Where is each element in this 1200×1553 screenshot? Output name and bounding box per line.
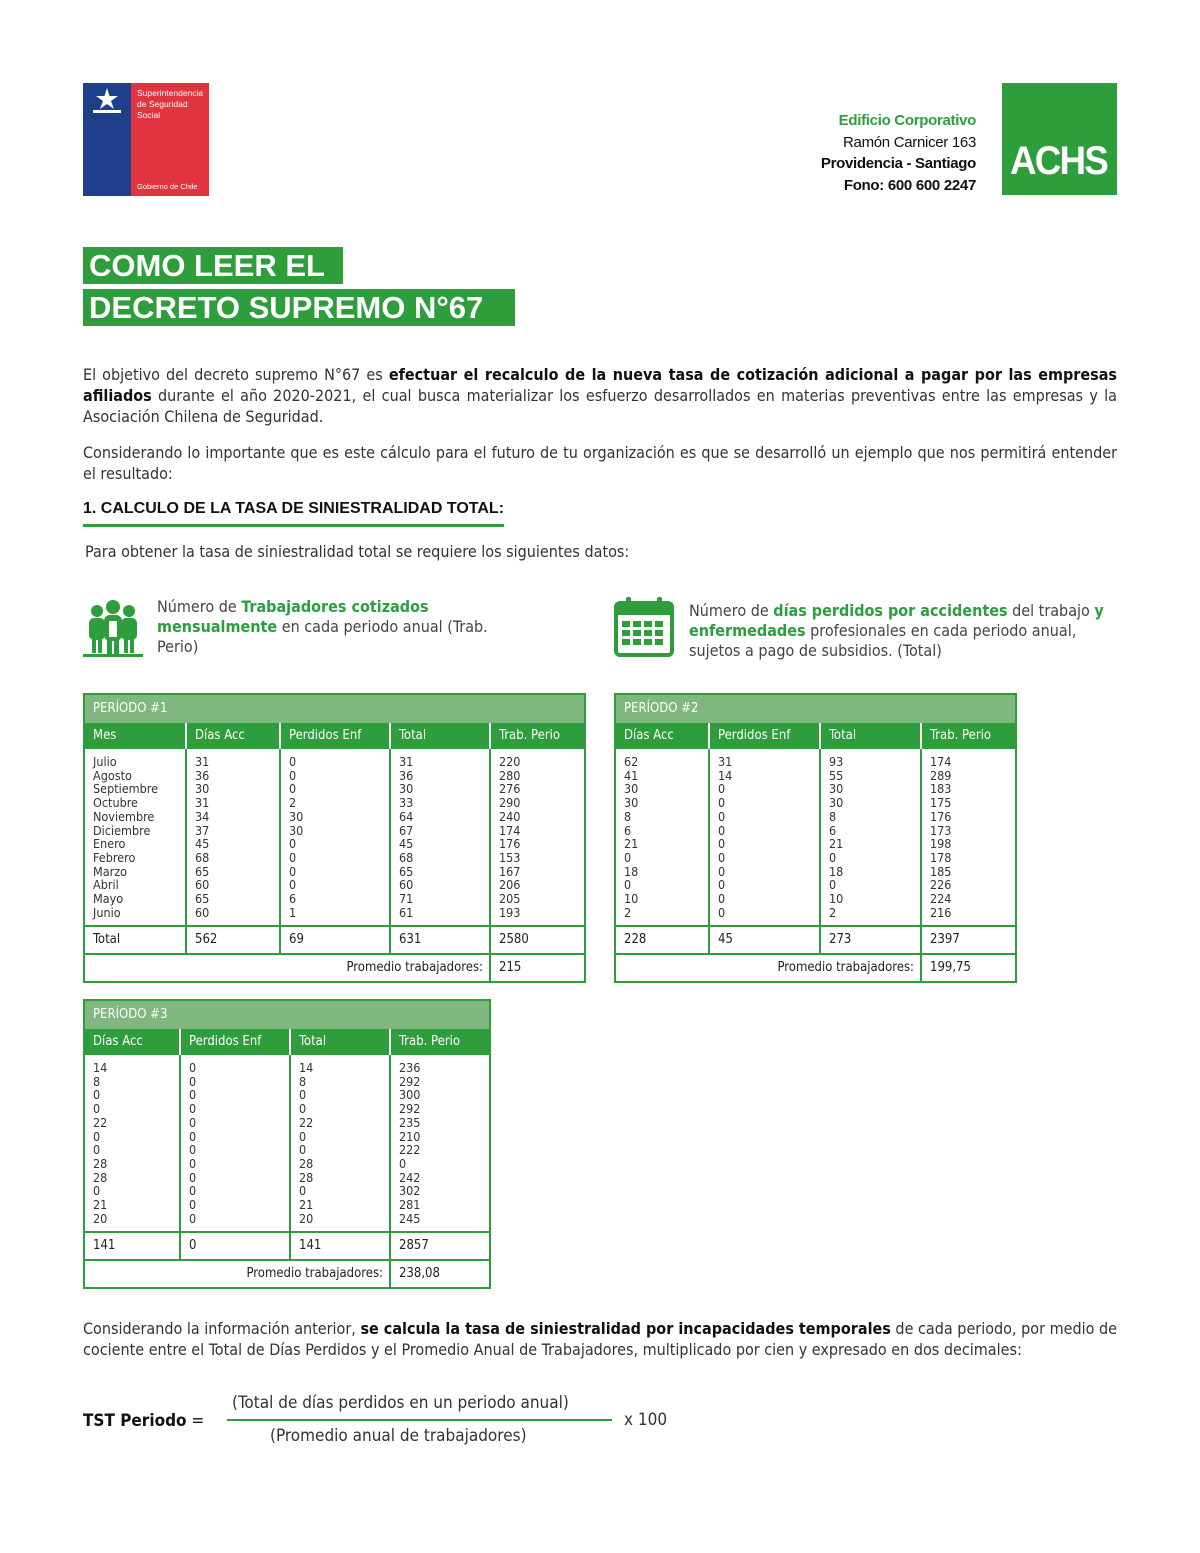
- address-street: Ramón Carnicer 163: [843, 133, 976, 151]
- column-header: Días Acc: [616, 723, 710, 749]
- month-column: Julio Agosto Septiembre Octubre Noviembre Diciembre Enero Febrero Marzo Abril Mayo Junio: [85, 749, 187, 925]
- workers-icon: [83, 597, 143, 657]
- column-header: Perdidos Enf: [281, 723, 391, 749]
- formula-numerator: (Total de días perdidos en un periodo anual): [232, 1393, 569, 1413]
- formula-multiplier: x 100: [624, 1410, 668, 1430]
- lost-enf-column: 0 0 0 0 0 0 0 0 0 0 0 0: [181, 1055, 291, 1231]
- period-3-title: PERÍODO #3: [85, 1001, 489, 1029]
- average-label: Promedio trabajadores:: [85, 1261, 391, 1287]
- column-header: Total: [391, 723, 491, 749]
- period-1-body: [85, 749, 584, 927]
- workers-column: 174 289 183 175 176 173 198 178 185 226 224 216: [930, 754, 952, 920]
- achs-logo-text: ACHS: [1010, 139, 1107, 183]
- period-3-table: [83, 999, 491, 1289]
- intro-paragraph: El objetivo del decreto supremo N°67 es efectuar el recalculo de la nueva tasa de cotización adicional a pagar por las empresas afiliados durante el año 2020-2021, el cual busca materializar los esfuerzo desarrollados en materias preventivas entre las empresas y la Asociación Chilena de Seguridad.: [83, 365, 1117, 426]
- total-cell: 2857: [399, 1238, 429, 1254]
- average-value: 238,08: [399, 1266, 440, 1282]
- lost-enf-column: 0 0 0 2 30 30 0 0 0 0 6 1: [281, 749, 391, 925]
- context-paragraph: Considerando lo importante que es este cálculo para el futuro de tu organización es que se desarrolló un ejemplo que nos permitirá entender el resultado:: [83, 443, 1117, 483]
- average-value: 215: [499, 960, 522, 976]
- period-2-totals-row: [616, 927, 1015, 955]
- address-building: Edificio Corporativo: [838, 112, 976, 129]
- logo-line-3: Social: [137, 110, 161, 120]
- logo-footer: Gobierno de Chile: [137, 182, 198, 191]
- total-cell: 2397: [930, 932, 960, 948]
- column-header: Total: [291, 1029, 391, 1055]
- logo-line-2: de Seguridad: [137, 99, 188, 109]
- total-column: 93 55 30 30 8 6 21 0 18 0 10 2: [821, 749, 922, 925]
- period-1-header-row: [85, 723, 584, 749]
- period-3-body: [85, 1055, 489, 1233]
- column-header: Trab. Perio: [399, 1034, 461, 1049]
- period-1-average-row: [85, 955, 584, 981]
- period-2-header-row: [616, 723, 1015, 749]
- title-line-1: COMO LEER EL: [83, 247, 343, 284]
- column-header: Mes: [85, 723, 187, 749]
- column-header: Perdidos Enf: [710, 723, 821, 749]
- lost-enf-column: 31 14 0 0 0 0 0 0 0 0 0 0: [710, 749, 821, 925]
- title-line-2: DECRETO SUPREMO N°67: [83, 289, 515, 326]
- period-1-totals-row: [85, 927, 584, 955]
- logo-line-1: Superintendencia: [137, 88, 204, 98]
- address-city: Providencia - Santiago: [820, 155, 976, 172]
- total-cell: 2580: [499, 932, 529, 948]
- days-acc-column: 31 36 30 31 34 37 45 68 65 60 65 60: [187, 749, 281, 925]
- superintendencia-logo: [83, 83, 209, 196]
- total-cell: 69: [281, 927, 391, 953]
- period-3-totals-row: [85, 1233, 489, 1261]
- total-cell: Total: [85, 927, 187, 953]
- address-block: [821, 110, 976, 196]
- days-acc-column: 62 41 30 30 8 6 21 0 18 0 10 2: [616, 749, 710, 925]
- period-3-average-row: [85, 1261, 489, 1287]
- average-label: Promedio trabajadores:: [616, 955, 922, 981]
- period-2-body: [616, 749, 1015, 927]
- period-2-average-row: [616, 955, 1015, 981]
- average-value: 199,75: [930, 960, 971, 976]
- workers-column: 220 280 276 290 240 174 176 153 167 206 205 193: [499, 754, 521, 920]
- total-cell: 631: [391, 927, 491, 953]
- total-cell: 0: [181, 1233, 291, 1259]
- fraction-line: [227, 1419, 612, 1421]
- closing-paragraph: Considerando la información anterior, se calcula la tasa de siniestralidad por incapacidades temporales de cada periodo, por medio de cociente entre el Total de Días Perdidos y el Promedio Anual de Trabajadores, multiplicado por cien y expresado en dos decimales:: [83, 1319, 1117, 1359]
- period-2-title: PERÍODO #2: [616, 695, 1015, 723]
- column-header: Trab. Perio: [930, 728, 992, 743]
- column-header: Total: [821, 723, 922, 749]
- period-1-title: PERÍODO #1: [85, 695, 584, 723]
- column-header: Días Acc: [187, 723, 281, 749]
- total-column: 14 8 0 0 22 0 0 28 28 0 21 20: [291, 1055, 391, 1231]
- workers-column: 236 292 300 292 235 210 222 0 242 302 281 245: [399, 1060, 421, 1226]
- total-cell: 228: [616, 927, 710, 953]
- total-cell: 141: [291, 1233, 391, 1259]
- average-label: Promedio trabajadores:: [85, 955, 491, 981]
- total-cell: 45: [710, 927, 821, 953]
- period-2-table: [614, 693, 1017, 983]
- address-phone: Fono: 600 600 2247: [843, 176, 976, 194]
- period-1-table: [83, 693, 586, 983]
- section-lead: Para obtener la tasa de siniestralidad total se requiere los siguientes datos:: [85, 542, 630, 561]
- formula-label: TST Periodo =: [83, 1411, 205, 1431]
- achs-logo: [1002, 83, 1117, 195]
- formula-denominator: (Promedio anual de trabajadores): [270, 1426, 527, 1446]
- period-3-header-row: [85, 1029, 489, 1055]
- total-cell: 562: [187, 927, 281, 953]
- total-cell: 141: [85, 1233, 181, 1259]
- section-heading: 1. CALCULO DE LA TASA DE SINIESTRALIDAD TOTAL:: [83, 500, 504, 527]
- column-header: Trab. Perio: [499, 728, 561, 743]
- workers-description: Número de Trabajadores cotizados mensualmente en cada periodo anual (Trab. Perio): [157, 597, 488, 656]
- total-column: 31 36 30 33 64 67 45 68 65 60 71 61: [391, 749, 491, 925]
- calendar-icon: [614, 597, 674, 657]
- days-acc-column: 14 8 0 0 22 0 0 28 28 0 21 20: [85, 1055, 181, 1231]
- total-cell: 273: [821, 927, 922, 953]
- column-header: Perdidos Enf: [181, 1029, 291, 1055]
- column-header: Días Acc: [85, 1029, 181, 1055]
- days-lost-description: Número de días perdidos por accidentes del trabajo y enfermedades profesionales en cada periodo anual, sujetos a pago de subsidios. (Total): [689, 601, 1104, 660]
